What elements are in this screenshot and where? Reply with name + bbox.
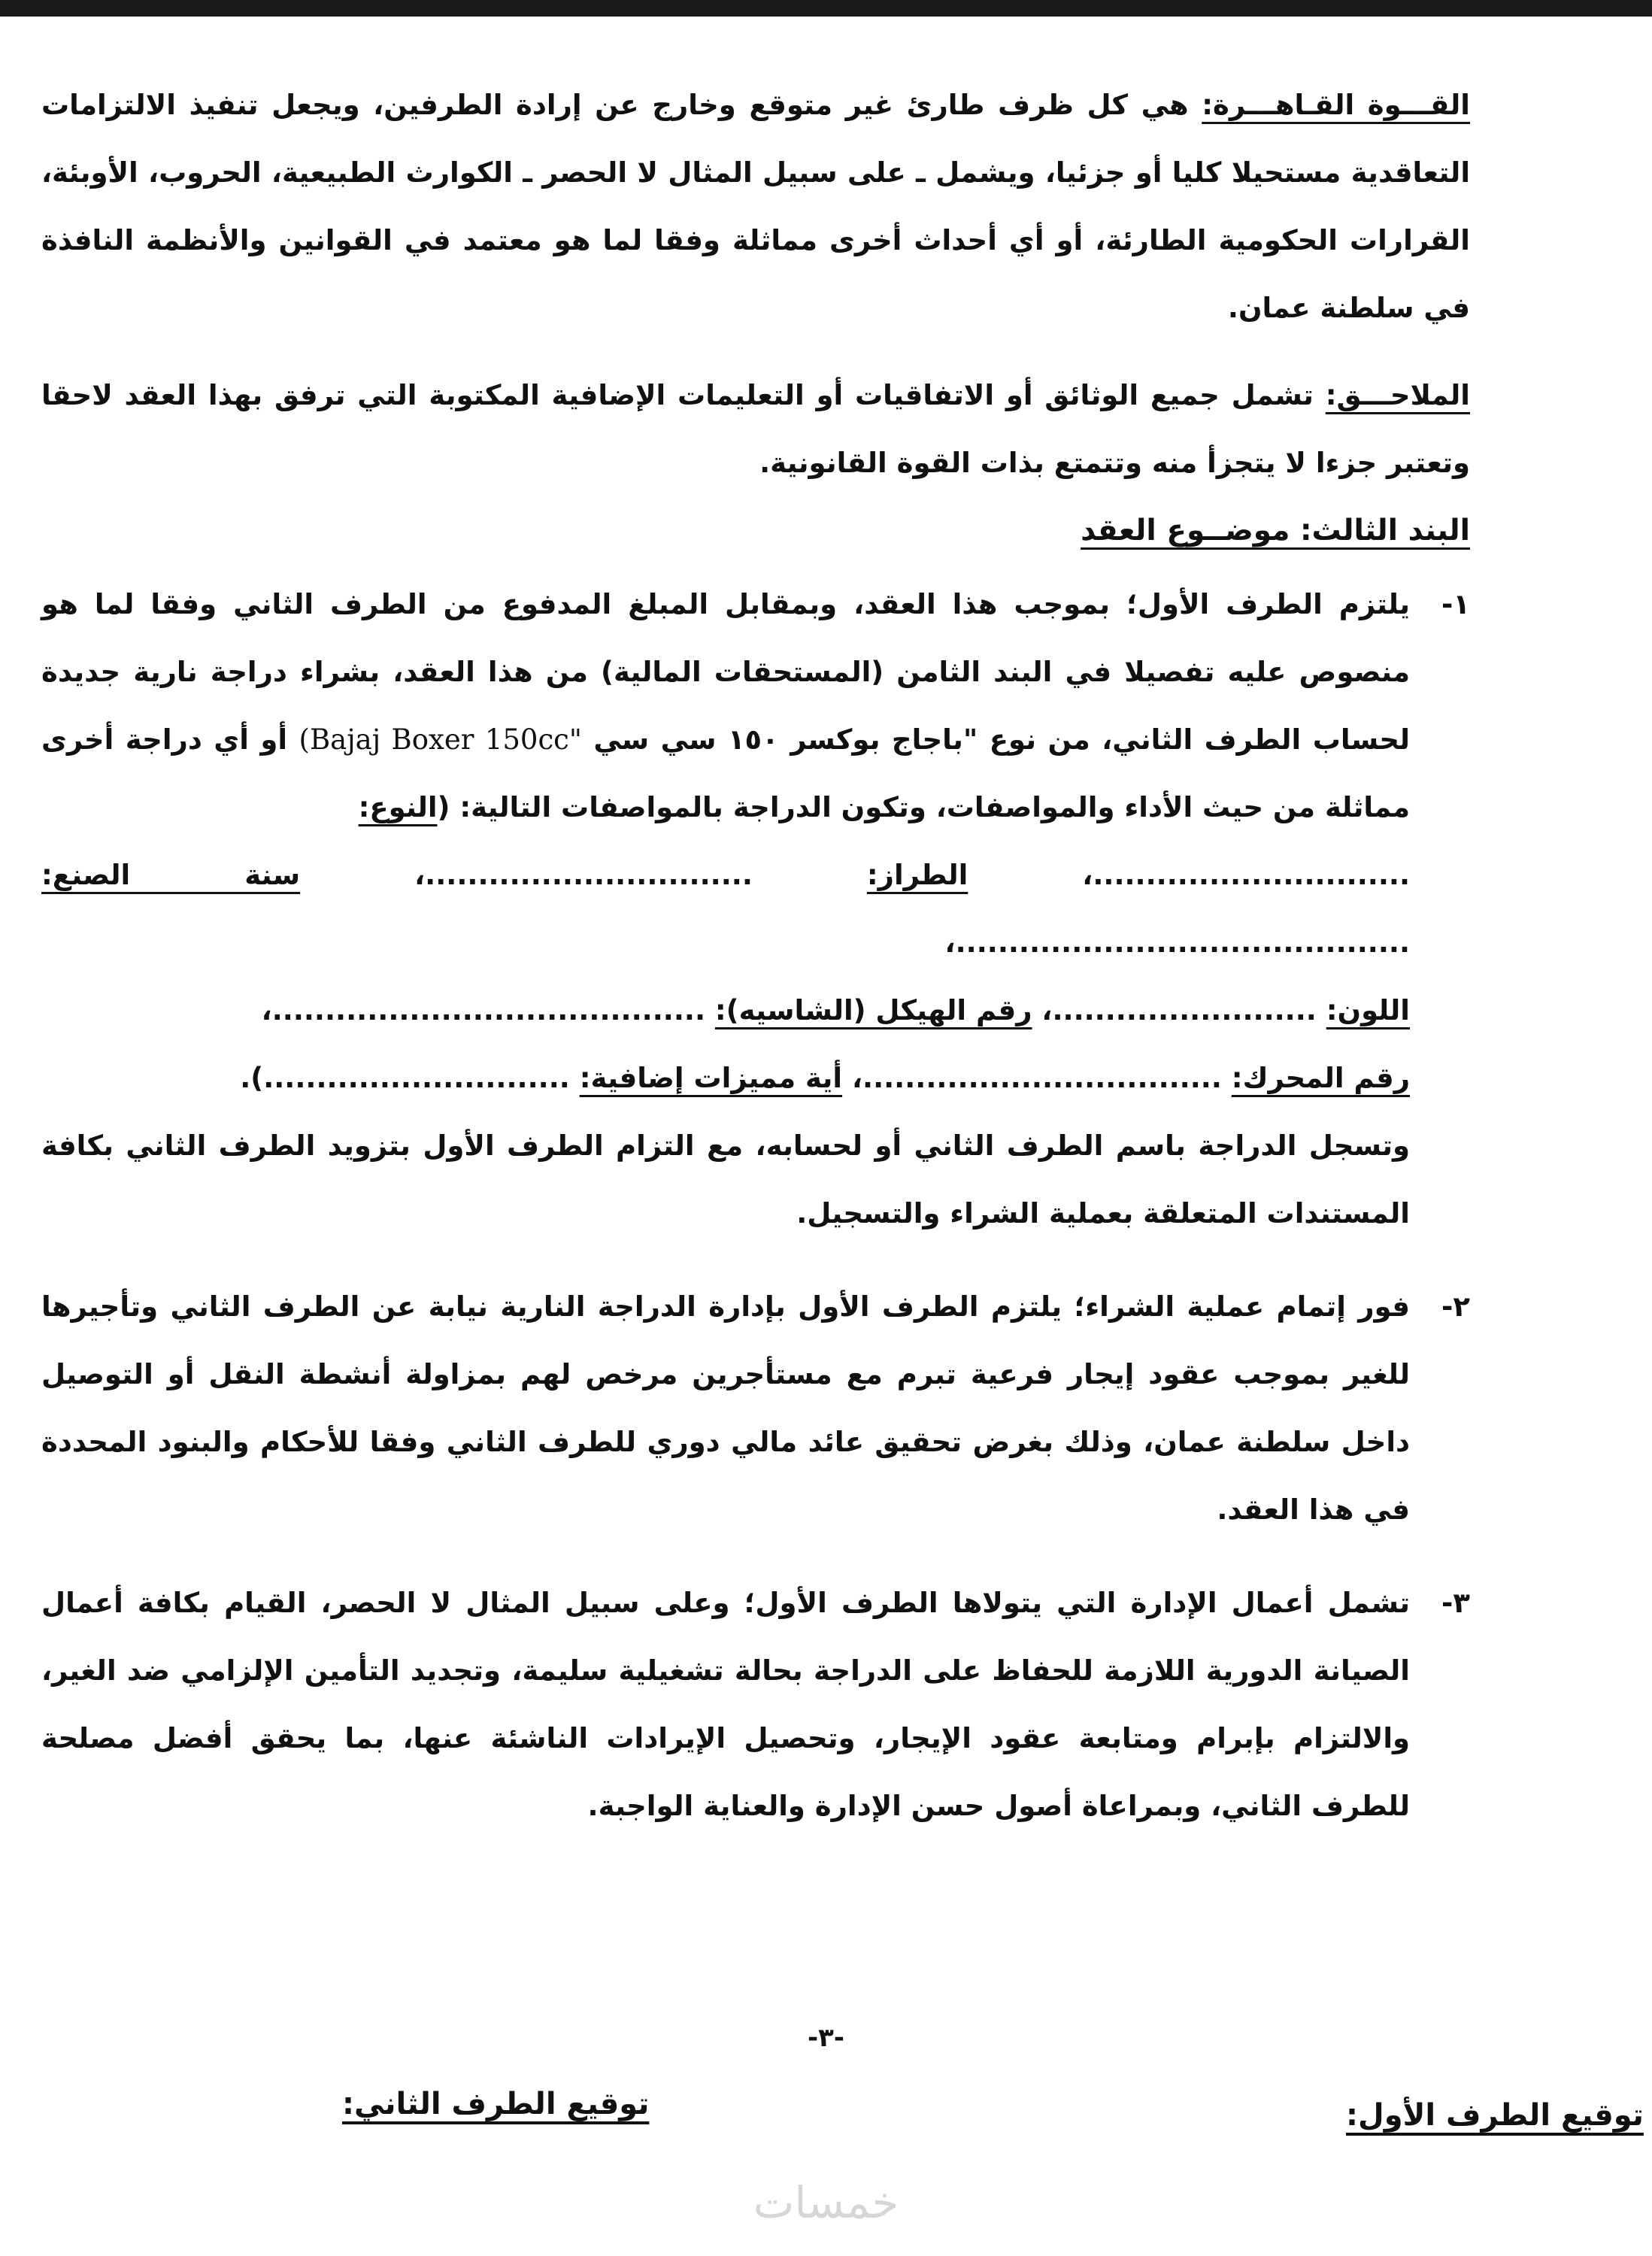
spec-field-color: .........................، [1032, 994, 1326, 1026]
spec-line-3 [41, 1045, 1410, 1112]
spec-field-model: ...............................، [300, 859, 867, 891]
clause-text: أو أي دراجة أخرى مماثلة من حيث الأداء والمواصفات، وتكون الدراجة بالمواصفات التالية: ( [41, 723, 1410, 823]
clause-1 [41, 571, 1470, 1248]
spec-field-year: ...........................................، [944, 926, 1410, 959]
spec-label-model: الطراز: [866, 859, 968, 891]
contract-page-body [41, 71, 1470, 1840]
definition-term: القـــوة القـاهـــرة: [1202, 89, 1470, 121]
definition-text: هي كل ظرف طارئ غير متوقع وخارج عن إرادة الطرفين، ويجعل تنفيذ الالتزامات التعاقدية مستحيلا كليا أو جزئيا، ويشمل ـ على سبيل المثال لا الحصر ـ الكوارث الطبيعية، الحروب، الأوبئة، القرارات الحكومية الطارئة، أو أي أحداث أخرى مماثلة وفقا لما هو معتمد في القوانين والأنظمة النافذة في سلطنة عمان. [41, 89, 1470, 324]
clause-2 [41, 1273, 1470, 1544]
spec-field-type: ..............................، [968, 859, 1411, 891]
watermark-logo: خمسات [753, 2177, 899, 2228]
spec-label-engine: رقم المحرك: [1231, 1062, 1410, 1094]
page-number: -٣- [807, 2023, 844, 2053]
spec-label-year: سنة الصنع: [41, 859, 301, 891]
spec-line-2 [41, 977, 1410, 1045]
spec-label-type: النوع: [358, 791, 438, 823]
definition-term: الملاحـــق: [1325, 379, 1470, 411]
signature-second-party: توقيع الطرف الثاني: [342, 2087, 650, 2121]
clause-number: ١- [1441, 588, 1470, 620]
spec-label-extras: أية مميزات إضافية: [579, 1062, 843, 1094]
spec-label-chassis: رقم الهيكل (الشاسيه): [714, 994, 1032, 1026]
definition-text: تشمل جميع الوثائق أو الاتفاقيات أو التعليمات الإضافية المكتوبة التي ترفق بهذا العقد لاحقا وتعتبر جزءا لا يتجزأ منه وتتمتع بذات القوة القانونية. [41, 379, 1470, 479]
clause-text: يلتزم الطرف الأول؛ بموجب هذا العقد، وبمقابل المبلغ المدفوع من الطرف الثاني وفقا لما هو منصوص عليه تفصيلا في البند الثامن (المستحقات المالية) من هذا العقد، بشراء دراجة نارية جديدة لحساب الطرف الثاني، من نوع "باجاج بوكسر ١٥٠ سي سي [41, 588, 1410, 756]
clause-text: فور إتمام عملية الشراء؛ يلتزم الطرف الأول بإدارة الدراجة النارية نيابة عن الطرف الثاني وتأجيرها للغير بموجب عقود إيجار فرعية تبرم مع مستأجرين مرخص لهم بمزاولة أنشطة النقل أو التوصيل داخل سلطنة عمان، وذلك بغرض تحقيق عائد مالي دوري للطرف الثاني وفقا للأحكام والبنود المحددة في هذا العقد. [41, 1290, 1410, 1526]
clause-text: وتسجل الدراجة باسم الطرف الثاني أو لحسابه، مع التزام الطرف الأول بتزويد الطرف الثاني بكافة المستندات المتعلقة بعملية الشراء والتسجيل. [41, 1130, 1410, 1230]
spec-label-color: اللون: [1326, 994, 1410, 1026]
spec-line-1 [41, 841, 1410, 977]
top-border-rule [0, 0, 1652, 17]
clause-3 [41, 1569, 1470, 1840]
definition-force-majeure [41, 71, 1470, 342]
model-name-english: (Bajaj Boxer 150cc" [299, 723, 582, 756]
signature-first-party: توقيع الطرف الأول: [1346, 2098, 1644, 2133]
definition-annexes [41, 362, 1470, 497]
spec-field-engine: ..................................، [842, 1062, 1232, 1094]
spec-field-extras: .............................). [240, 1062, 580, 1094]
clause-number: ٣- [1441, 1587, 1470, 1619]
section-heading: البند الثالث: موضــوع العقد [1081, 514, 1470, 547]
spec-field-chassis: .........................................، [261, 994, 715, 1026]
clause-number: ٢- [1441, 1290, 1470, 1323]
clause-text: تشمل أعمال الإدارة التي يتولاها الطرف الأول؛ وعلى سبيل المثال لا الحصر، القيام بكافة أعمال الصيانة الدورية اللازمة للحفاظ على الدراجة بحالة تشغيلية سليمة، وتجديد التأمين الإلزامي ضد الغير، والالتزام بإبرام ومتابعة عقود الإيجار، وتحصيل الإيرادات الناشئة عنها، بما يحقق أفضل مصلحة للطرف الثاني، وبمراعاة أصول حسن الإدارة والعناية الواجبة. [41, 1587, 1410, 1822]
